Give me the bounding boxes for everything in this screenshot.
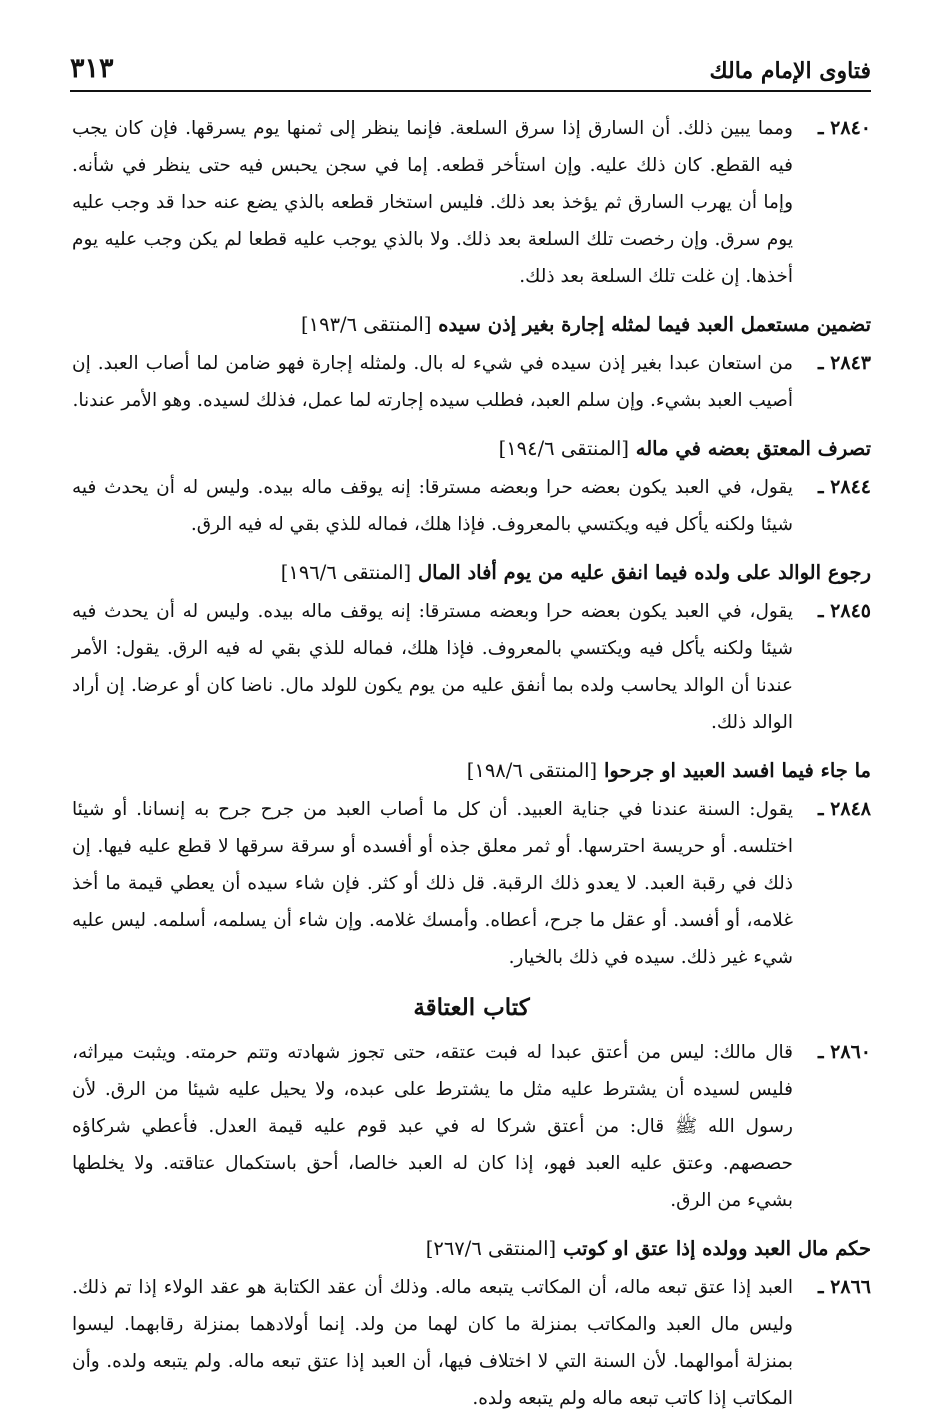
page-number: ٣١٣ [70, 53, 114, 84]
heading-source: [المنتقى ٢٦٧/٦] [425, 1237, 557, 1260]
section-heading [72, 1229, 871, 1269]
heading-title: رجوع الوالد على ولده فيما انفق عليه من يوم أفاد المال [417, 561, 871, 584]
heading-title: ما جاء فيما افسد العبيد او جرحوا [603, 759, 871, 782]
entry-number: ٢٨٤٥ ـ [817, 600, 871, 622]
heading-source: [المنتقى ١٩٤/٦] [498, 437, 629, 460]
heading-source: [المنتقى ١٩٨/٦] [466, 759, 598, 782]
entry-text: العبد إذا عتق تبعه ماله، أن المكاتب يتبعه ماله. وذلك أن عقد الكتابة هو عقد الولاء إذا تم ذلك. وليس مال العبد والمكاتب بمنزلة ما كان لهما من ولد. إنما أولادهما بمنزلة رقابهما. ليسوا بمنزلة أموالهما. لأن السنة التي لا اختلاف فيها، أن العبد إذا عتق تبعه ماله. ولم يتبعه ولده. وأن المكاتب إذا كاتب تبعه ماله ولم يتبعه ولده. [72, 1277, 793, 1409]
entry-number: ٢٨٦٦ ـ [817, 1276, 871, 1298]
section-heading [72, 429, 871, 469]
book-heading: كتاب العتاقة [413, 994, 530, 1021]
page-header [70, 40, 871, 92]
heading-source: [المنتقى ١٩٦/٦] [280, 561, 412, 584]
entry-text: يقول، في العبد يكون بعضه حرا وبعضه مسترقا: إنه يوقف ماله بيده. وليس له أن يحدث فيه شيئا ولكنه يأكل فيه ويكتسي بالمعروف. فإذا هلك، فماله للذي بقي له فيه الرق. يقول: الأمر عندنا أن الوالد يحاسب ولده بما أنفق عليه من يوم يكون للولد مال. ناضا كان أو عرضا. إن أراد الوالد ذلك. [72, 601, 793, 733]
entry-number: ٢٨٤٤ ـ [817, 476, 871, 498]
entry-2866 [72, 1269, 871, 1417]
entry-2845 [72, 593, 871, 741]
entry-2860 [72, 1034, 871, 1219]
entry-text: من استعان عبدا بغير إذن سيده في شيء له بال. ولمثله إجارة فهو ضامن لما أصاب العبد. إن أصيب العبد بشيء. وإن سلم العبد، فطلب سيده إجارته لما عمل، فذلك لسيده. وهو الأمر عندنا. [72, 353, 793, 411]
heading-title: حكم مال العبد وولده إذا عتق او كوتب [562, 1237, 871, 1260]
entry-2840 [72, 110, 871, 295]
entry-2844 [72, 469, 871, 543]
entry-text: قال مالك: ليس من أعتق عبدا له فبت عتقه، حتى تجوز شهادته وتتم حرمته. ويثبت ميراثه، فليس لسيده أن يشترط عليه مثل ما يشترط على عبده، ولا يحيل عليه شيئا من الرق. لأن رسول الله ﷺ قال: من أعتق شركا له في عبد قوم عليه قيمة العدل. فأعطي شركاؤه حصصهم. وعتق عليه العبد فهو، إذا كان له العبد خالصا، أحق باستكمال عتاقته. ولا يخلطها بشيء من الرق. [72, 1042, 793, 1211]
book-title: فتاوى الإمام مالك [709, 58, 871, 84]
page-content [72, 110, 871, 1427]
entry-number: ٢٨٦٠ ـ [817, 1041, 871, 1063]
entry-text: ومما يبين ذلك. أن السارق إذا سرق السلعة. فإنما ينظر إلى ثمنها يوم يسرقها. فإن كان يجب فيه القطع. كان ذلك عليه. وإن استأخر قطعه. إما في سجن يحبس فيه حتى ينظر في شأنه. وإما أن يهرب السارق ثم يؤخذ بعد ذلك. فليس استخار قطعه بالذي يضع عنه حدا قد وجب عليه يوم سرق. وإن رخصت تلك السلعة بعد ذلك. ولا بالذي يوجب عليه قطعا لم يكن وجب عليه يوم أخذها. إن غلت تلك السلعة بعد ذلك. [72, 118, 793, 287]
heading-title: تصرف المعتق بعضه في ماله [635, 437, 871, 460]
entry-2848 [72, 791, 871, 976]
section-heading [72, 553, 871, 593]
entry-number: ٢٨٤٠ ـ [817, 117, 871, 139]
section-heading [72, 751, 871, 791]
section-heading [72, 305, 871, 345]
entry-number: ٢٨٤٣ ـ [817, 352, 871, 374]
heading-source: [المنتقى ١٩٣/٦] [301, 313, 432, 336]
entry-2843 [72, 345, 871, 419]
heading-title: تضمين مستعمل العبد فيما لمثله إجارة بغير إذن سيده [438, 313, 871, 336]
entry-text: يقول، في العبد يكون بعضه حرا وبعضه مسترقا: إنه يوقف ماله بيده. وليس له أن يحدث فيه شيئا ولكنه يأكل فيه ويكتسي بالمعروف. فإذا هلك، فماله للذي بقي له فيه الرق. [72, 477, 793, 535]
entry-text: يقول: السنة عندنا في جناية العبيد. أن كل ما أصاب العبد من جرح جرح به إنسانا. أو شيئا اختلسه. أو حريسة احترسها. أو ثمر معلق جذه أو أفسده أو سرقة سرقها لا قطع عليه فيها. إن ذلك في رقبة العبد. لا يعدو ذلك الرقبة. قل ذلك أو كثر. فإن شاء سيده أن يعطي قيمة ما أخذ غلامه، أو أفسد. أو عقل ما جرح، أعطاه. وأمسك غلامه. وإن شاء أن يسلمه، أسلمه. ليس عليه شيء غير ذلك. سيده في ذلك بالخيار. [72, 799, 793, 968]
entry-number: ٢٨٤٨ ـ [817, 798, 871, 820]
